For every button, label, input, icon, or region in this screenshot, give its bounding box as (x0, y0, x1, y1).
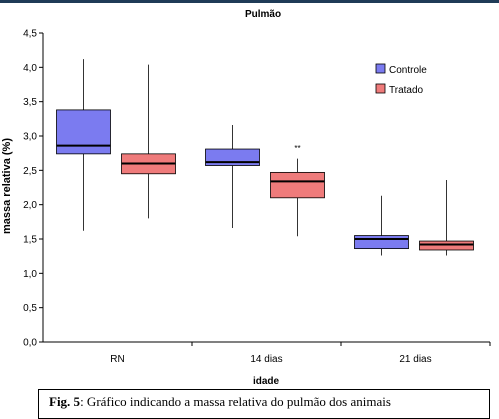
box-tratado-1 (271, 159, 325, 237)
figure-caption-label: Fig. 5 (49, 394, 81, 409)
y-tick-label: 2,0 (23, 200, 37, 212)
box-tratado-0 (122, 65, 176, 219)
x-tick-label: RN (110, 354, 125, 365)
box-iqr (355, 236, 409, 249)
y-tick-label: 4,5 (23, 28, 37, 40)
legend-label-controle: Controle (389, 65, 427, 76)
y-tick-label: 3,5 (23, 97, 37, 109)
y-tick-label: 1,0 (23, 268, 37, 280)
box-controle-1 (206, 125, 260, 228)
figure-caption (38, 389, 490, 419)
box-iqr (271, 172, 325, 197)
y-tick-label: 3,0 (23, 131, 37, 143)
y-tick-label: 2,5 (23, 165, 37, 177)
y-tick-label: 0,5 (23, 303, 37, 315)
figure-caption-text: : Gráfico indicando a massa relativa do pulmão dos animais (80, 394, 391, 409)
x-tick-label: 21 dias (399, 354, 432, 365)
box-controle-0 (57, 59, 111, 231)
y-tick-label: 4,0 (23, 62, 37, 74)
legend-swatch-tratado (376, 84, 385, 93)
chart-title: Pulmão (244, 9, 282, 20)
legend-swatch-controle (376, 64, 385, 73)
box-iqr (420, 241, 474, 250)
x-tick-label: 14 dias (250, 354, 283, 365)
box-tratado-2 (420, 180, 474, 256)
legend-label-tratado: Tratado (389, 85, 424, 96)
box-controle-2 (355, 196, 409, 256)
y-tick-label: 0,0 (23, 337, 37, 349)
x-axis-label: idade (252, 376, 280, 387)
y-axis-label: massa relativa (%) (1, 138, 13, 234)
legend (376, 64, 427, 96)
significance-annotation: ** (294, 143, 301, 153)
y-tick-label: 1,5 (23, 234, 37, 246)
box-iqr (57, 110, 111, 154)
